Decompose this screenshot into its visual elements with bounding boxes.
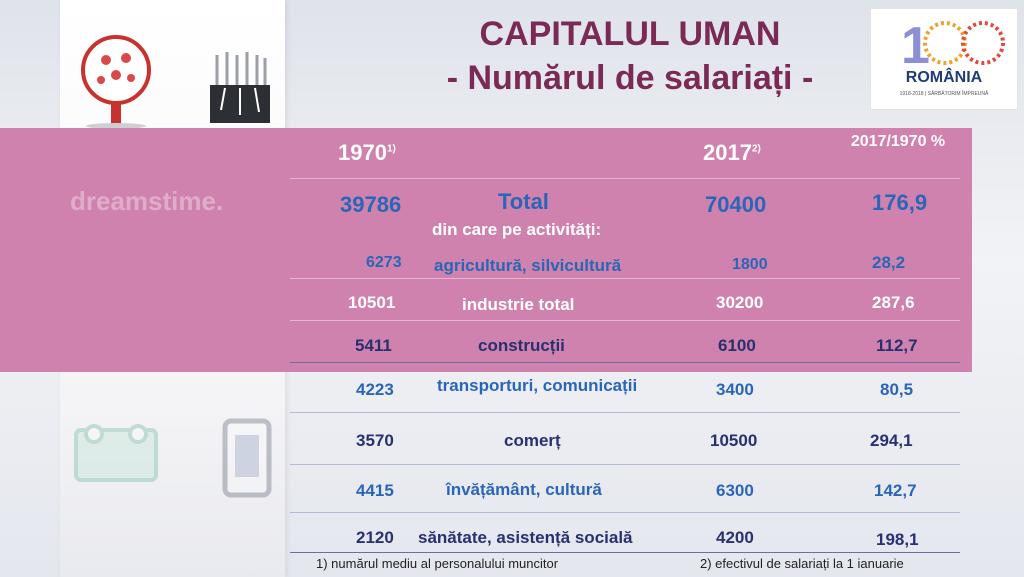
row-sanatate-1970: 2120: [356, 528, 394, 547]
row-divider: [290, 362, 960, 363]
row-divider: [290, 278, 960, 279]
industrial-machine-icon: [190, 410, 290, 510]
row-agri-1970: 6273: [366, 254, 402, 271]
header-1970: 1970$^{1)}$: [338, 140, 396, 165]
watermark: dreamstime.: [70, 186, 224, 216]
header-2017: 2017$^{2)}$: [703, 140, 761, 165]
row-constructii-ratio: 112,7: [876, 336, 918, 355]
row-constructii-1970: 5411: [355, 336, 392, 355]
row-comert-ratio: 294,1: [870, 431, 913, 450]
row-constructii-2017: 6100: [718, 336, 756, 355]
row-invatamant-2017: 6300: [716, 481, 754, 500]
page-title: CAPITALUL UMAN: [479, 15, 781, 53]
total-1970: 39786: [340, 192, 402, 217]
page-subtitle: - Numărul de salariați -: [446, 59, 814, 97]
row-constructii-label: construcții: [478, 336, 565, 355]
row-agri-ratio: 28,2: [872, 253, 906, 272]
row-comert-1970: 3570: [356, 431, 394, 450]
row-agri-label: agricultură, silvicultură: [434, 256, 622, 275]
row-transport-2017: 3400: [716, 380, 754, 399]
subheading: din care pe activități:: [432, 220, 602, 239]
row-comert-label: comerț: [504, 431, 561, 450]
row-transport-label: transporturi, comunicații: [437, 376, 638, 395]
row-divider: [290, 512, 960, 513]
tree-icon: [66, 30, 166, 130]
row-divider: [290, 178, 960, 179]
row-sanatate-label: sănătate, asistență socială: [418, 528, 633, 547]
svg-text:1: 1: [901, 17, 930, 73]
total-label: Total: [498, 189, 549, 214]
row-industrie-ratio: 287,6: [872, 293, 915, 312]
rail-wagon-icon: [66, 410, 166, 510]
row-divider: [290, 320, 960, 321]
footnote-1: 1) numărul mediu al personalului muncitor: [316, 556, 559, 571]
row-sanatate-ratio: 198,1: [876, 530, 919, 549]
row-divider: [290, 412, 960, 413]
row-divider: [290, 552, 960, 553]
row-invatamant-ratio: 142,7: [874, 481, 917, 500]
row-invatamant-label: învățământ, cultură: [446, 480, 602, 499]
row-comert-2017: 10500: [710, 431, 758, 450]
row-industrie-2017: 30200: [716, 293, 764, 312]
logo-wordmark: ROMÂNIA: [905, 69, 983, 86]
total-2017: 70400: [705, 192, 767, 217]
row-industrie-label: industrie total: [462, 295, 575, 314]
centenary-logo-graphic: [871, 9, 1017, 73]
row-sanatate-2017: 4200: [716, 528, 754, 547]
row-transport-ratio: 80,5: [880, 380, 914, 399]
row-transport-1970: 4223: [356, 380, 394, 399]
row-industrie-1970: 10501: [348, 293, 396, 312]
total-ratio: 176,9: [872, 190, 928, 215]
row-agri-2017: 1800: [732, 256, 768, 273]
footnote-2: 2) efectivul de salariați la 1 ianuarie: [700, 556, 904, 571]
logo-caption: 1918-2018 | SĂRBĂTORIM ÎMPREUNĂ: [899, 91, 989, 97]
header-ratio: 2017/1970 %: [850, 133, 946, 150]
row-invatamant-1970: 4415: [356, 481, 394, 500]
wheat-roots-icon: [190, 30, 290, 130]
row-divider: [290, 464, 960, 465]
romania-100-logo: [870, 8, 1018, 110]
